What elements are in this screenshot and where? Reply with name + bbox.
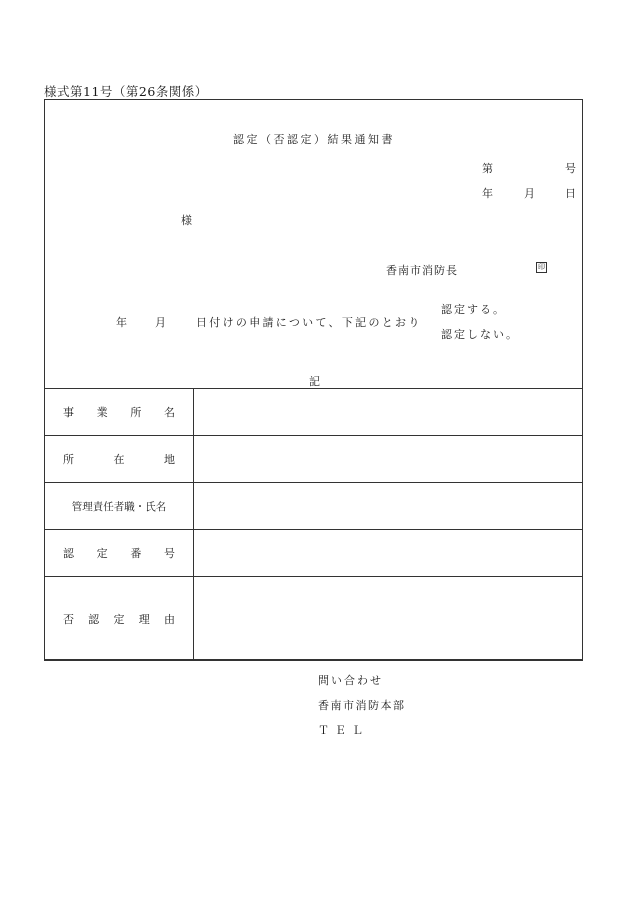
value-location[interactable] [194,436,583,483]
label-denial-reason [45,577,194,661]
label-char: 所 [130,406,142,419]
issuer-name: 香南市消防長 [386,264,458,277]
label-char: 在 [113,453,125,466]
label-text: 管理責任者職・氏名 [71,500,167,513]
label-char: 名 [163,406,175,419]
addressee-honorific: 様 [181,214,192,227]
label-business-name [45,389,194,436]
contact-tel-label: ＴＥＬ [318,724,369,737]
label-char: 認 [88,612,100,626]
number-suffix: 号 [565,162,576,175]
number-prefix: 第 [482,162,493,175]
label-manager [45,483,194,530]
contact-department: 香南市消防本部 [318,699,406,712]
label-cert-number [45,530,194,577]
date-month-label: 月 [524,187,535,200]
notice-body-text: 日付けの申請について、下記のとおり [196,316,422,329]
label-char: 事 [63,406,74,419]
label-char: 由 [164,612,175,626]
application-month-label: 月 [155,316,166,329]
seal-mark: 印 [538,263,545,271]
details-table [44,388,583,661]
label-char: 認 [63,547,74,560]
value-manager[interactable] [194,483,583,530]
label-location [45,436,194,483]
date-day-label: 日 [565,187,576,200]
label-char: 地 [164,453,175,466]
table-row [45,530,583,577]
label-char: 否 [63,612,74,626]
contact-heading: 問い合わせ [318,674,383,687]
document-title: 認定（否認定）結果通知書 [233,133,395,146]
label-char: 号 [163,547,175,560]
table-row [45,436,583,483]
label-char: 業 [96,406,108,419]
application-year-label: 年 [116,316,127,329]
form-number: 様式第11号（第26条関係） [44,84,208,99]
date-year-label: 年 [482,187,493,200]
option-deny: 認定しない。 [441,328,519,341]
option-approve: 認定する。 [441,303,506,316]
value-cert-number[interactable] [194,530,583,577]
label-char: 所 [63,453,74,466]
table-row [45,577,583,661]
label-char: 定 [96,547,108,560]
ki-heading: 記 [309,375,320,388]
value-denial-reason[interactable] [194,577,583,661]
label-char: 定 [113,612,125,626]
label-char: 理 [138,612,150,626]
table-row [45,483,583,530]
label-char: 番 [130,547,142,560]
table-row [45,389,583,436]
value-business-name[interactable] [194,389,583,436]
